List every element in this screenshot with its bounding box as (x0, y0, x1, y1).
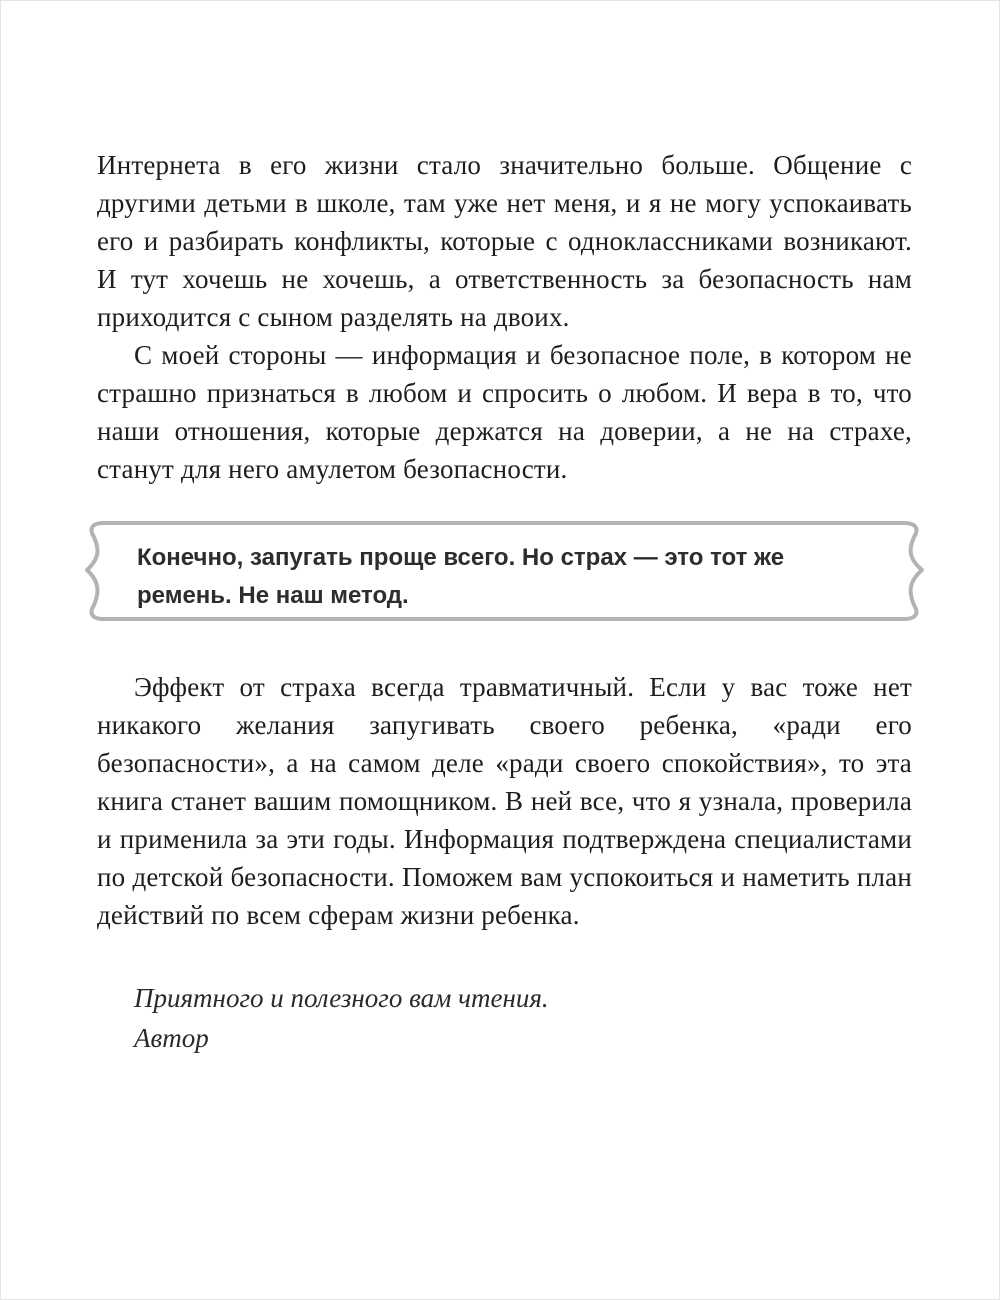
callout-ribbon (85, 518, 924, 624)
signoff-author: Автор (134, 1023, 209, 1053)
author-signoff (97, 978, 912, 1058)
signoff-wish: Приятного и полезного вам чтения. (134, 983, 549, 1013)
page-text-block (97, 146, 912, 1058)
paragraph-fear-effect: Эффект от страха всегда травматичный. Если у вас тоже нет никакого желания запугивать своего ребенка, «ради его безопасности», а на самом деле «ради своего спокойствия», то эта книга станет вашим помощником. В ней все, что я узнала, проверила и применила за эти годы. Информация подтверждена специалистами по детской безопасности. Поможем вам успокоиться и наметить план действий по всем сферам жизни ребенка. (97, 672, 912, 930)
paragraph-my-side: С моей стороны — информация и безопасное поле, в котором не страшно признаться в любом и спросить о любом. И вера в то, что наши отношения, которые держатся на доверии, а не на страхе, станут для него амулетом безопасности. (97, 340, 912, 484)
paragraph-internet-life: Интернета в его жизни стало значительно больше. Общение с другими детьми в школе, там уже нет меня, и я не могу успокаивать его и разбирать конфликты, которые с одноклассниками возникают. И тут хочешь не хочешь, а ответственность за безопасность нам приходится с сыном разделять на двоих. (97, 150, 912, 332)
callout-quote: Конечно, запугать проще всего. Но страх — это тот же ремень. Не наш метод. (137, 544, 785, 609)
